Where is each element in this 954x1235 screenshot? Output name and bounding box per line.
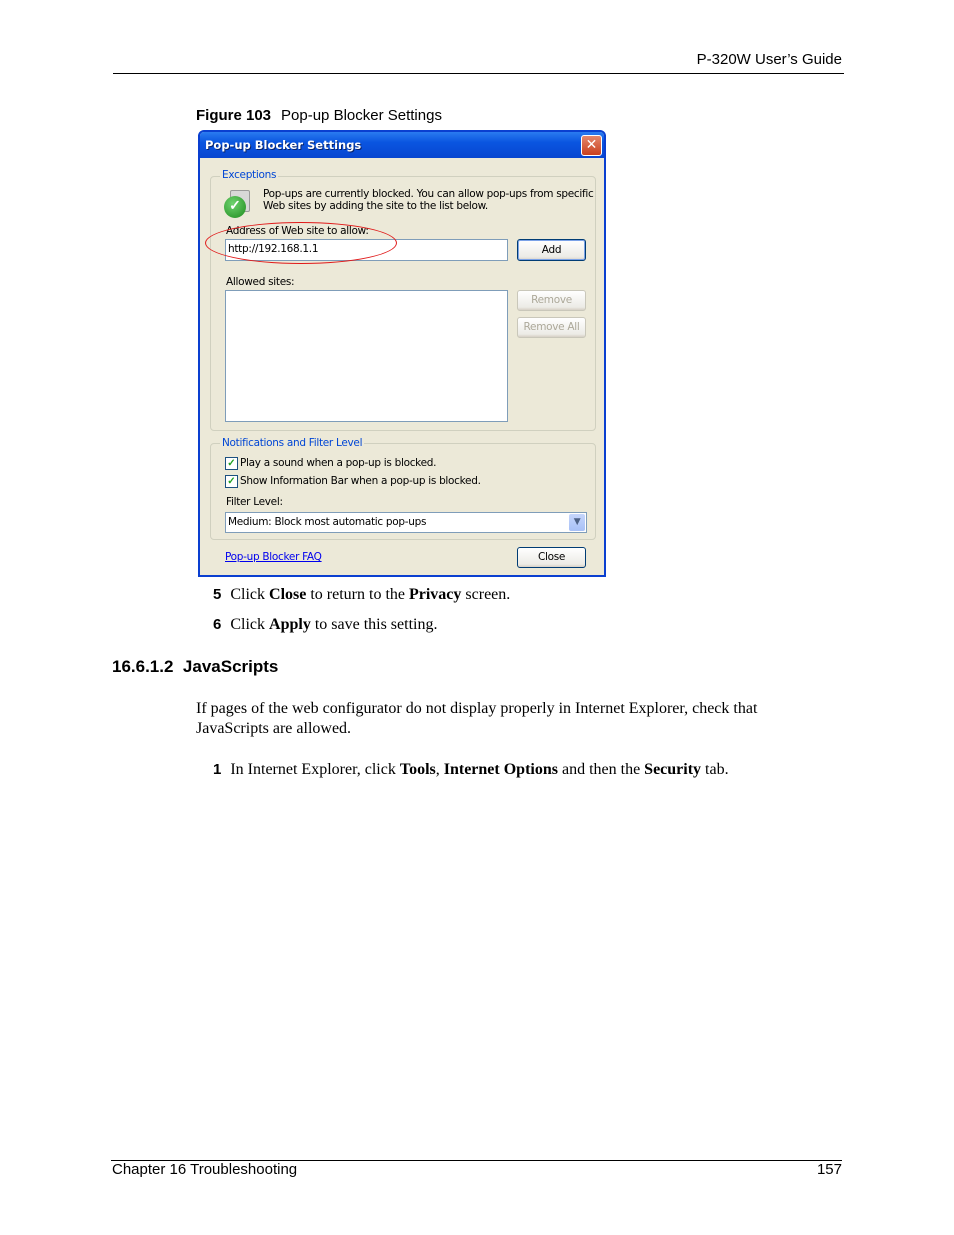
allowed-sites-label: Allowed sites: [226, 276, 295, 288]
step-bold: Tools [399, 761, 436, 778]
address-value: http://192.168.1.1 [228, 243, 319, 255]
step-6 [213, 616, 437, 634]
section-title: JavaScripts [182, 657, 279, 676]
body-paragraph: If pages of the web configurator do not display properly in Internet Explorer, check that JavaScripts are allowed. [196, 700, 758, 737]
address-label: Address of Web site to allow: [226, 225, 369, 237]
remove-all-button[interactable]: Remove All [517, 317, 586, 338]
info-line-1: Pop-ups are currently blocked. You can allow pop-ups from specific [263, 188, 594, 200]
figure-title: Pop-up Blocker Settings [281, 107, 442, 124]
infobar-checkbox-label: Show Information Bar when a pop-up is blocked. [240, 475, 481, 487]
infobar-checkbox[interactable]: ✓ [225, 475, 238, 488]
step-1 [213, 761, 729, 779]
step-bold: Security [644, 761, 702, 778]
step-bold: Apply [269, 616, 311, 633]
step-text: to save this setting. [310, 616, 438, 633]
section-heading [112, 657, 278, 677]
step-text: Click [230, 616, 270, 633]
step-bold: Privacy [408, 586, 462, 603]
step-number: 5 [213, 586, 222, 603]
dialog-titlebar [200, 132, 604, 158]
step-number: 6 [213, 616, 222, 633]
step-text: , [435, 761, 444, 778]
figure-number: Figure 103 [196, 107, 272, 124]
faq-link[interactable]: Pop-up Blocker FAQ [225, 551, 322, 563]
step-5 [213, 586, 510, 604]
check-shield-icon: ✓ [224, 196, 246, 218]
filter-level-label: Filter Level: [226, 496, 283, 508]
exceptions-label: Exceptions [222, 169, 277, 181]
step-number: 1 [213, 761, 222, 778]
sound-checkbox-label: Play a sound when a pop-up is blocked. [240, 457, 437, 469]
step-text: and then the [557, 761, 645, 778]
notifications-label: Notifications and Filter Level [222, 437, 363, 449]
step-text: tab. [701, 761, 729, 778]
header-rule [113, 73, 844, 74]
remove-button[interactable]: Remove [517, 290, 586, 311]
step-bold: Internet Options [443, 761, 558, 778]
popup-blocker-dialog [198, 130, 606, 577]
step-text: screen. [461, 586, 511, 603]
section-number: 16.6.1.2 [112, 657, 174, 676]
step-text: Click [230, 586, 270, 603]
allowed-sites-list[interactable] [225, 290, 508, 422]
info-line-2: Web sites by adding the site to the list below. [263, 200, 488, 212]
figure-caption [196, 107, 442, 124]
add-button[interactable]: Add [517, 239, 586, 261]
footer-page-number: 157 [816, 1161, 842, 1178]
step-text: to return to the [306, 586, 409, 603]
sound-checkbox[interactable]: ✓ [225, 457, 238, 470]
close-icon[interactable]: ✕ [581, 135, 602, 156]
dialog-title: Pop-up Blocker Settings [205, 138, 362, 152]
highlight-ellipse [205, 222, 397, 264]
filter-level-select[interactable] [225, 512, 587, 533]
filter-level-value: Medium: Block most automatic pop-ups [228, 516, 427, 528]
chevron-down-icon[interactable]: ▼ [569, 514, 585, 531]
guide-title: P-320W User’s Guide [696, 51, 842, 68]
step-text: In Internet Explorer, click [230, 761, 400, 778]
close-button[interactable]: Close [517, 547, 586, 568]
step-bold: Close [269, 586, 307, 603]
footer-chapter: Chapter 16 Troubleshooting [112, 1161, 298, 1178]
